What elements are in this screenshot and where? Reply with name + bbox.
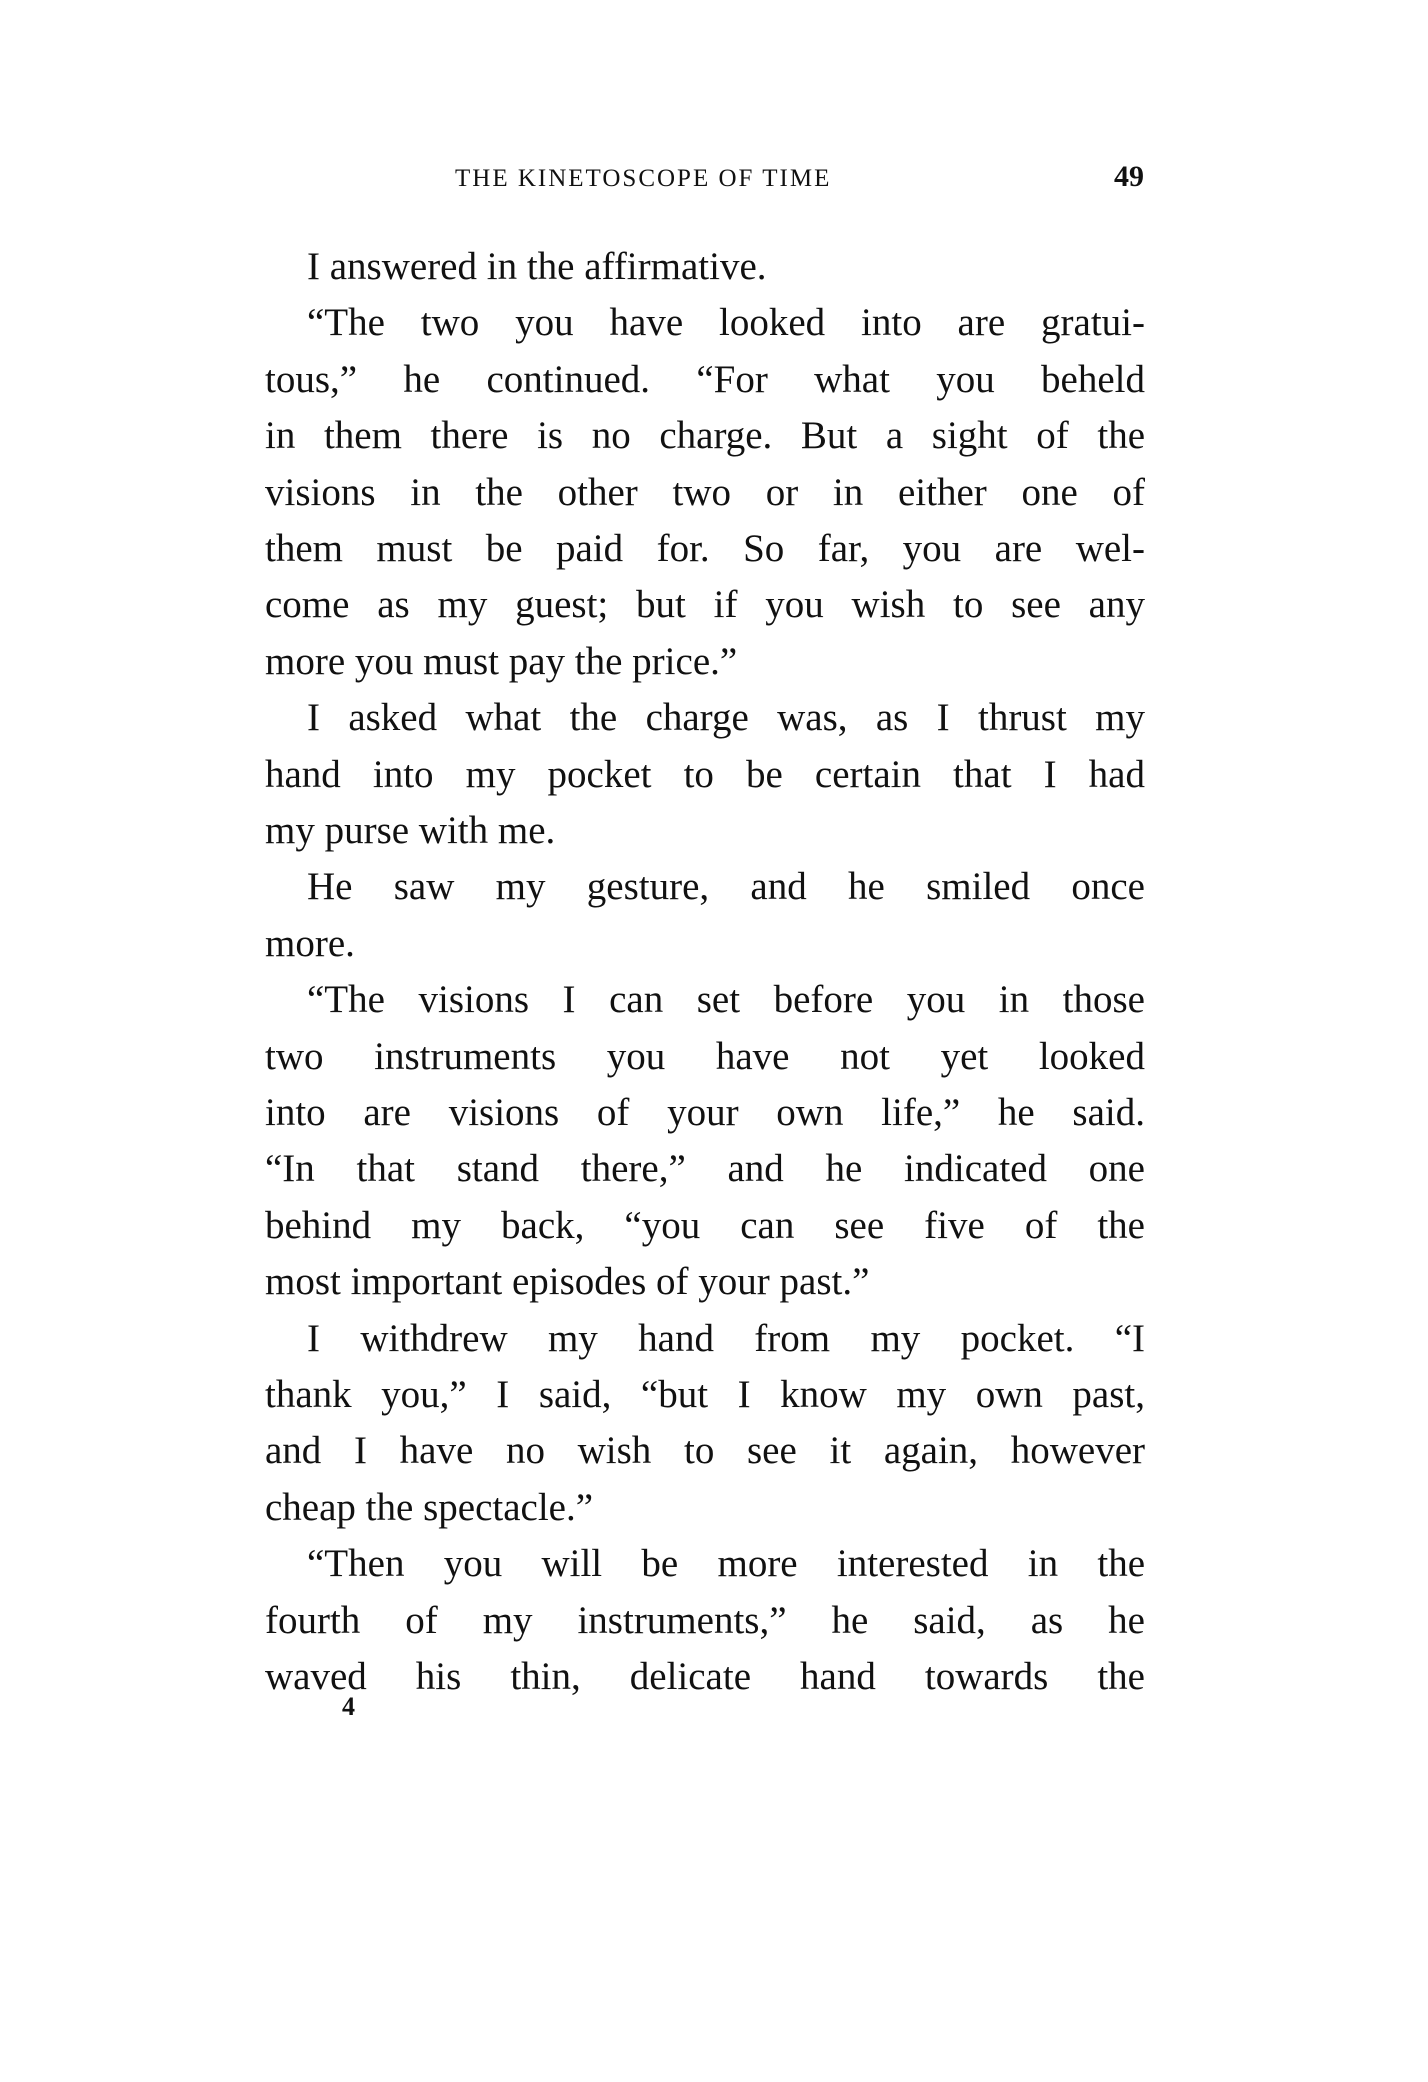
text-line: in them there is no charge. But a sight of the [265,414,1145,458]
text-line: them must be paid for. So far, you are wel- [265,527,1145,570]
signature-mark: 4 [342,1692,355,1721]
text-line: more you must pay the price.” [265,639,738,683]
text-line: “In that stand there,” and he indicated one [265,1147,1145,1191]
text-line: thank you,” I said, “but I know my own past, [265,1373,1145,1416]
page-number: 49 [1114,160,1144,193]
text-line: I withdrew my hand from my pocket. “I [307,1316,1145,1360]
text-line: hand into my pocket to be certain that I had [265,752,1145,796]
running-header: THE KINETOSCOPE OF TIME [455,165,832,192]
text-line: fourth of my instruments,” he said, as he [265,1598,1145,1642]
text-line: I answered in the affirmative. [307,245,767,288]
text-line: behind my back, “you can see five of the [265,1203,1145,1247]
text-line: most important episodes of your past.” [265,1260,870,1304]
text-line: “The visions I can set before you in those [307,978,1145,1022]
text-line: tous,” he continued. “For what you beheld [265,357,1145,401]
text-line: more. [265,921,355,965]
text-line: I asked what the charge was, as I thrust my [307,696,1145,740]
text-line: waved his thin, delicate hand towards the [265,1655,1145,1698]
text-line: my purse with me. [265,809,556,852]
text-line: and I have no wish to see it again, however [265,1429,1145,1473]
text-line: cheap the spectacle.” [265,1485,594,1529]
text-line: visions in the other two or in either one of [265,470,1145,514]
text-line: two instruments you have not yet looked [265,1034,1145,1078]
text-line: into are visions of your own life,” he said. [265,1091,1145,1134]
text-line: “The two you have looked into are gratui- [307,301,1145,345]
text-line: come as my guest; but if you wish to see any [265,583,1145,627]
text-line: “Then you will be more interested in the [307,1542,1145,1586]
text-line: He saw my gesture, and he smiled once [307,865,1145,909]
